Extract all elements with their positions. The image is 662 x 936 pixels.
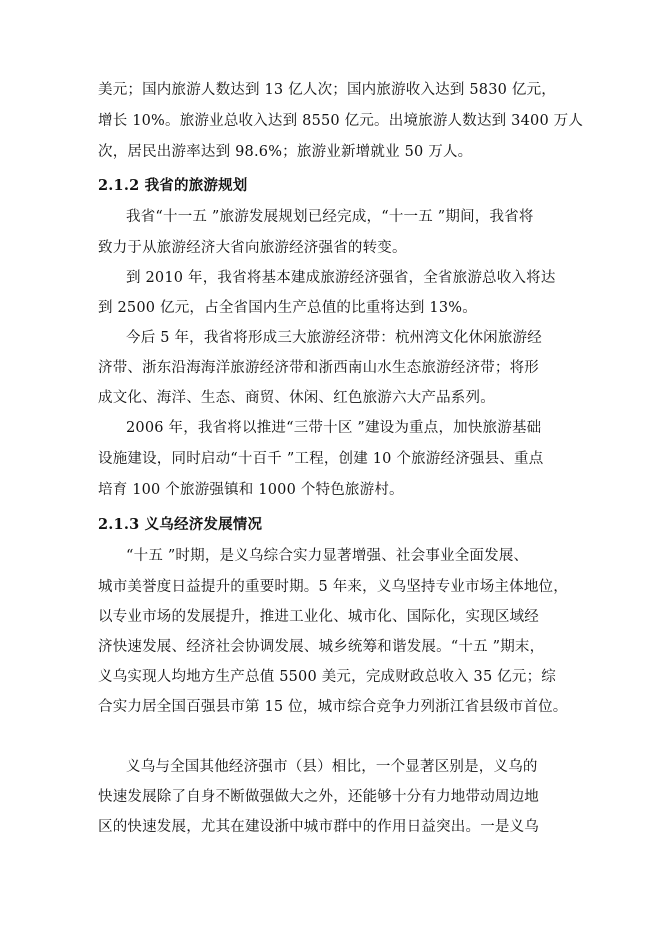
intro-line-3: 次，居民出游率达到 98.6%；旅游业新增就业 50 万人。: [98, 144, 473, 160]
section-heading-2-1-2: 2.1.2 我省的旅游规划: [98, 177, 248, 194]
s213-p1-line-4: 济快速发展、经济社会协调发展、城乡统筹和谐发展。“十五 ”期末，: [98, 639, 545, 655]
s213-p2-line-3: 区的快速发展，尤其在建设浙中城市群中的作用日益突出。一是义乌: [98, 819, 539, 835]
intro-line-1: 美元；国内旅游人数达到 13 亿人次；国内旅游收入达到 5830 亿元，: [98, 82, 556, 98]
s212-p3-line-1: 今后 5 年，我省将形成三大旅游经济带：杭州湾文化休闲旅游经: [126, 330, 542, 346]
s212-p4-line-1: 2006 年，我省将以推进“三带十区 ”建设为重点，加快旅游基础: [126, 420, 542, 436]
s213-p1-line-3: 以专业市场的发展提升，推进工业化、城市化、国际化，实现区域经: [98, 609, 539, 625]
s212-p3-line-2: 济带、浙东沿海海洋旅游经济带和浙西南山水生态旅游经济带；将形: [98, 360, 539, 376]
section-heading-2-1-3: 2.1.3 义乌经济发展情况: [98, 516, 263, 533]
s212-p3-line-3: 成文化、海洋、生态、商贸、休闲、红色旅游六大产品系列。: [98, 390, 495, 406]
s212-p4-line-3: 培育 100 个旅游强镇和 1000 个特色旅游村。: [98, 482, 404, 498]
s212-p2-line-1: 到 2010 年，我省将基本建成旅游经济强省，全省旅游总收入将达: [126, 270, 556, 286]
s213-p1-line-2: 城市美誉度日益提升的重要时期。5 年来，义乌坚持专业市场主体地位，: [98, 579, 568, 595]
s213-p1-line-6: 合实力居全国百强县市第 15 位，城市综合竞争力列浙江省县级市首位。: [98, 699, 568, 715]
s213-p2-line-1: 义乌与全国其他经济强市（县）相比，一个显著区别是，义乌的: [126, 759, 538, 775]
s213-p1-line-5: 义乌实现人均地方生产总值 5500 美元，完成财政总收入 35 亿元；综: [98, 669, 556, 685]
s212-p1-line-1: 我省“十一五 ”旅游发展规划已经完成，“十一五 ”期间，我省将: [126, 209, 534, 225]
s212-p1-line-2: 致力于从旅游经济大省向旅游经济强省的转变。: [98, 240, 407, 256]
intro-line-2: 增长 10%。旅游业总收入达到 8550 亿元。出境旅游人数达到 3400 万人: [98, 113, 584, 129]
s213-p1-line-1: “十五 ”时期，是义乌综合实力显著增强、社会事业全面发展、: [126, 548, 529, 564]
s212-p4-line-2: 设施建设，同时启动“十百千 ”工程，创建 10 个旅游经济强县、重点: [98, 451, 544, 467]
s212-p2-line-2: 到 2500 亿元，占全省国内生产总值的比重将达到 13%。: [98, 300, 477, 316]
s213-p2-line-2: 快速发展除了自身不断做强做大之外，还能够十分有力地带动周边地: [98, 789, 539, 805]
